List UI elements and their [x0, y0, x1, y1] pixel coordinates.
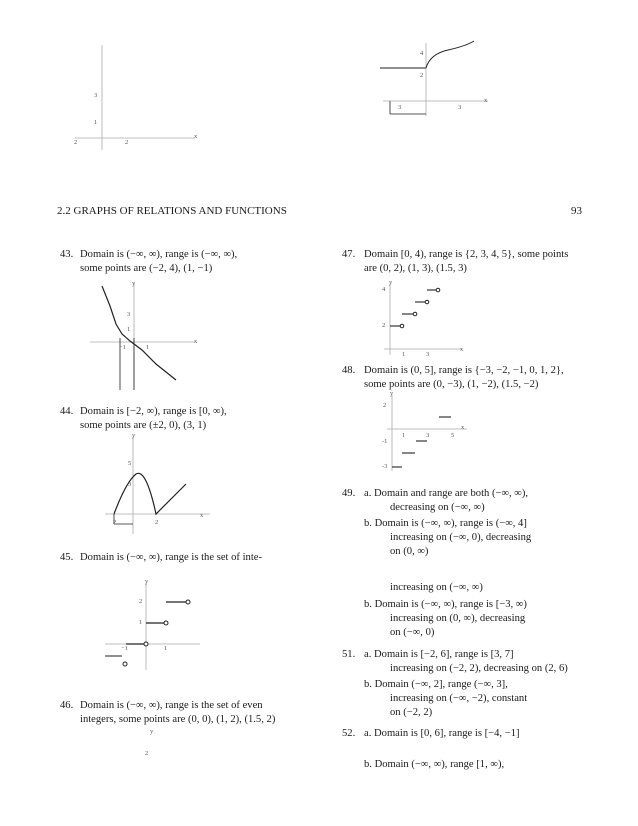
- tick-neg1: −1: [119, 344, 126, 351]
- problem-45-graph: [100, 578, 210, 678]
- problem-48-line2: some points are (0, −3), (1, −2), (1.5, −2): [364, 379, 539, 390]
- problem-44-line1: Domain is [−2, ∞), range is [0, ∞),: [80, 406, 227, 417]
- problem-48-graph: [385, 393, 475, 473]
- axis-label-x: x: [484, 97, 488, 104]
- open-dot: [123, 662, 127, 666]
- problem-43-line2: some points are (−2, 4), (1, −1): [80, 263, 213, 274]
- problem-47-line1: Domain [0, 4), range is {2, 3, 4, 5}, some points: [364, 249, 569, 260]
- problem-51-a2: increasing on (−2, 2), decreasing on (2, 6): [390, 663, 568, 674]
- axis-label-x: x: [194, 338, 198, 345]
- problem-51-a1: a. Domain is [−2, 6], range is [3, 7]: [364, 649, 514, 660]
- problem-47-number: 47.: [342, 249, 356, 260]
- tick-neg1: −1: [121, 645, 128, 652]
- problem-49-a1: a. Domain and range are both (−∞, ∞),: [364, 488, 529, 499]
- tick-2: 2: [382, 322, 386, 329]
- problem-49-number: 49.: [342, 488, 356, 499]
- problem-50-b1: b. Domain is (−∞, ∞), range is [−3, ∞): [364, 599, 527, 610]
- axis-label-y: y: [132, 432, 136, 439]
- problem-48-line1: Domain is (0, 5], range is {−3, −2, −1, 0, 1, 2},: [364, 365, 564, 376]
- open-dot: [413, 312, 417, 316]
- problem-52-a1: a. Domain is [0, 6], range is [−4, −1]: [364, 728, 520, 739]
- tick-1: 1: [94, 119, 98, 126]
- problem-44-graph: [100, 432, 220, 537]
- tick-neg1: -1: [382, 438, 388, 445]
- open-dot: [400, 324, 404, 328]
- problem-51-b3: on (−2, 2): [390, 707, 433, 718]
- tick-1: 1: [139, 619, 143, 626]
- problem-46-line1: Domain is (−∞, ∞), range is the set of even: [80, 700, 263, 711]
- problem-49-b1: b. Domain is (−∞, ∞), range is (−∞, 4]: [364, 518, 527, 529]
- problem-47-line2: are (0, 2), (1, 3), (1.5, 3): [364, 263, 467, 274]
- tick-1: 1: [402, 432, 406, 439]
- problem-50-a2: increasing on (−∞, ∞): [390, 582, 483, 593]
- problem-44-line2: some points are (±2, 0), (3, 1): [80, 420, 207, 431]
- open-dot: [186, 600, 190, 604]
- tick-2: 2: [139, 598, 143, 605]
- axis-label-x: x: [461, 424, 465, 431]
- tick-1x: 1: [164, 645, 168, 652]
- problem-52-number: 52.: [342, 728, 356, 739]
- problem-50-b3: on (−∞, 0): [390, 627, 435, 638]
- tick-1: 1: [402, 351, 406, 358]
- axis-label-x: x: [200, 512, 204, 519]
- tick-2: 2: [155, 519, 159, 526]
- tick-3: 3: [128, 481, 132, 488]
- problem-43-line1: Domain is (−∞, ∞), range is (−∞, ∞),: [80, 249, 238, 260]
- problem-49-a2: decreasing on (−∞, ∞): [390, 502, 485, 513]
- tick-4: 4: [420, 50, 424, 57]
- axis-label-y: y: [389, 279, 393, 286]
- open-dot: [425, 300, 429, 304]
- problem-51-b2: increasing on (−∞, −2), constant: [390, 693, 528, 704]
- axis-label-y: y: [390, 390, 394, 397]
- top-graph-1: [60, 40, 210, 160]
- tick-2: 2: [383, 402, 387, 409]
- axis-label-x: x: [460, 346, 464, 353]
- tick-3: 3: [426, 432, 430, 439]
- problem-44-number: 44.: [60, 406, 74, 417]
- tick-5: 5: [451, 432, 455, 439]
- tick-neg3: 3: [398, 104, 402, 111]
- problem-46-number: 46.: [60, 700, 74, 711]
- section-title: 2.2 GRAPHS OF RELATIONS AND FUNCTIONS: [57, 205, 287, 217]
- tick-2: 2: [125, 139, 129, 146]
- page-number: 93: [571, 205, 582, 217]
- tick-neg2: 2: [113, 519, 117, 526]
- axis-label-x: x: [194, 133, 198, 140]
- tick-4: 4: [382, 286, 386, 293]
- problem-47-graph: [380, 282, 470, 357]
- curve: [426, 41, 474, 68]
- tick-2: 2: [420, 72, 424, 79]
- open-dot: [436, 288, 440, 292]
- tick-1: 1: [127, 326, 131, 333]
- tick-neg3: -3: [382, 463, 388, 470]
- problem-49-b3: on (0, ∞): [390, 546, 429, 557]
- problem-48-number: 48.: [342, 365, 356, 376]
- tick-5: 5: [128, 460, 132, 467]
- problem-46-line2: integers, some points are (0, 0), (1, 2), (1.5, 2): [80, 714, 276, 725]
- problem-45-line1: Domain is (−∞, ∞), range is the set of inte-: [80, 552, 263, 563]
- top-graph-2: [378, 38, 498, 118]
- tick-3: 3: [458, 104, 462, 111]
- axis-label-y: y: [145, 578, 149, 585]
- tick-1x: 1: [146, 344, 150, 351]
- problem-50-b2: increasing on (0, ∞), decreasing: [390, 613, 526, 624]
- tick-3: 3: [426, 351, 430, 358]
- problem-49-b2: increasing on (−∞, 0), decreasing: [390, 532, 532, 543]
- tick-2: 2: [145, 750, 149, 757]
- tick-neg2: 2: [74, 139, 78, 146]
- problem-52-b1: b. Domain (−∞, ∞), range [1, ∞),: [364, 759, 505, 770]
- tick-3: 3: [127, 311, 131, 318]
- problem-51-number: 51.: [342, 649, 356, 660]
- axis-label-y: y: [132, 280, 136, 287]
- curve: [114, 473, 186, 514]
- tick-3: 3: [94, 92, 98, 99]
- curve: [102, 286, 176, 380]
- open-dot: [164, 621, 168, 625]
- open-dot: [144, 642, 148, 646]
- problem-43-graph: [80, 278, 210, 393]
- axis-label-y: y: [150, 728, 154, 735]
- problem-45-number: 45.: [60, 552, 74, 563]
- problem-43-number: 43.: [60, 249, 74, 260]
- problem-51-b1: b. Domain (−∞, 2], range (−∞, 3],: [364, 679, 508, 690]
